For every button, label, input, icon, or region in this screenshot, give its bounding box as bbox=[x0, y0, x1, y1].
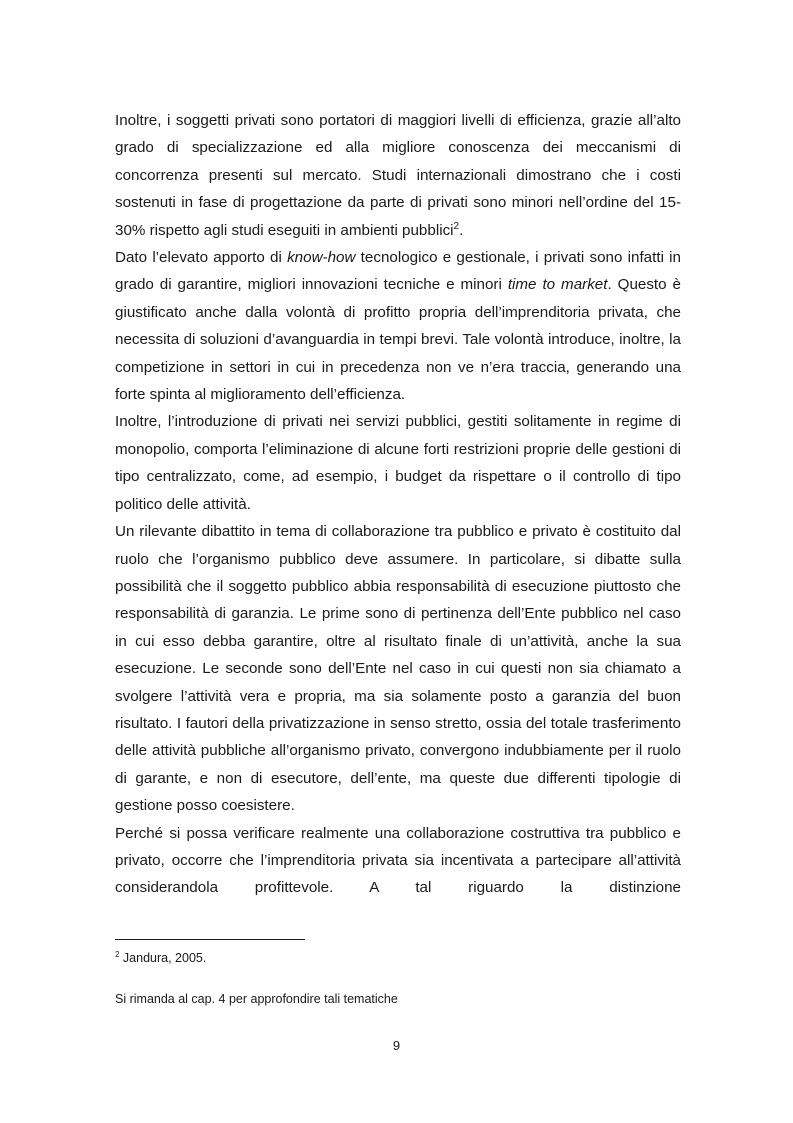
chapter-reference-note: Si rimanda al cap. 4 per approfondire tali tematiche bbox=[115, 992, 398, 1006]
footnote-reference[interactable]: 2 bbox=[453, 220, 460, 232]
italic-time-to-market: time to market bbox=[507, 276, 608, 294]
footnote-divider bbox=[115, 939, 305, 940]
paragraph-2-text-a: Dato l’elevato apporto di bbox=[115, 249, 288, 267]
paragraph-5: Perché si possa verificare realmente una collaborazione costruttiva tra pubblico e privato, occorre che l’imprenditoria privata sia incentivata a partecipare all’attività considerandola profittevole. A tal riguardo la distinzione bbox=[115, 824, 681, 897]
footnote-number: 2 bbox=[115, 950, 120, 959]
italic-know-how: know-how bbox=[287, 249, 356, 267]
footnote bbox=[115, 946, 206, 967]
paragraph-2 bbox=[115, 244, 681, 408]
footnote-text: Jandura, 2005. bbox=[119, 951, 207, 966]
page-number: 9 bbox=[392, 1038, 401, 1053]
paragraph-3: Inoltre, l’introduzione di privati nei servizi pubblici, gestiti solitamente in regime di monopolio, comporta l’eliminazione di alcune forti restrizioni proprie delle gestioni di tipo centralizzato, come, ad esempio, i budget da rispettare o il controllo di tipo politico delle attività. bbox=[115, 413, 681, 513]
paragraph-2-text-b: tecnologico e gestionale, i privati sono infatti in grado di garantire, migliori innovazioni tecniche e minori bbox=[115, 249, 681, 294]
paragraph-1-end: . bbox=[459, 221, 464, 239]
paragraph-4: Un rilevante dibattito in tema di collaborazione tra pubblico e privato è costituito dal ruolo che l’organismo pubblico deve assumere. In particolare, si dibatte sulla possibilità che il soggetto pubblico abbia responsabilità di esecuzione piuttosto che responsabilità di garanzia. Le prime sono di pertinenza dell’Ente pubblico nel caso in cui esso debba garantire, oltre al risultato finale di un’attività, anche la sua esecuzione. Le seconde sono dell’Ente nel caso in cui questi non sia chiamato a svolgere l’attività vera e propria, ma sia solamente posto a garanzia del buon risultato. I fautori della privatizzazione in senso stretto, ossia del totale trasferimento delle attività pubbliche all’organismo privato, convergono indubbiamente per il ruolo di garante, e non di esecutore, dell’ente, ma queste due differenti tipologie di gestione posso coesistere. bbox=[115, 523, 681, 815]
paragraph-1 bbox=[115, 107, 681, 244]
paragraph-1-text: Inoltre, i soggetti privati sono portatori di maggiori livelli di efficienza, grazie all’alto grado di specializzazione ed alla migliore conoscenza dei meccanismi di concorrenza presenti sul mercato. Studi internazionali dimostrano che i costi sostenuti in fase di progettazione da parte di privati sono minori nell’ordine del 15-30% rispetto agli studi eseguiti in ambienti pubblici bbox=[115, 112, 681, 239]
paragraph-2-text-c: . Questo è giustificato anche dalla volontà di profitto propria dell’imprenditoria privata, che necessita di soluzioni d’avanguardia in tempi brevi. Tale volontà introduce, inoltre, la competizione in settori in cui in precedenza non ve n’era traccia, generando una forte spinta al miglioramento dell’efficienza. bbox=[115, 276, 681, 404]
page-body bbox=[115, 107, 681, 902]
